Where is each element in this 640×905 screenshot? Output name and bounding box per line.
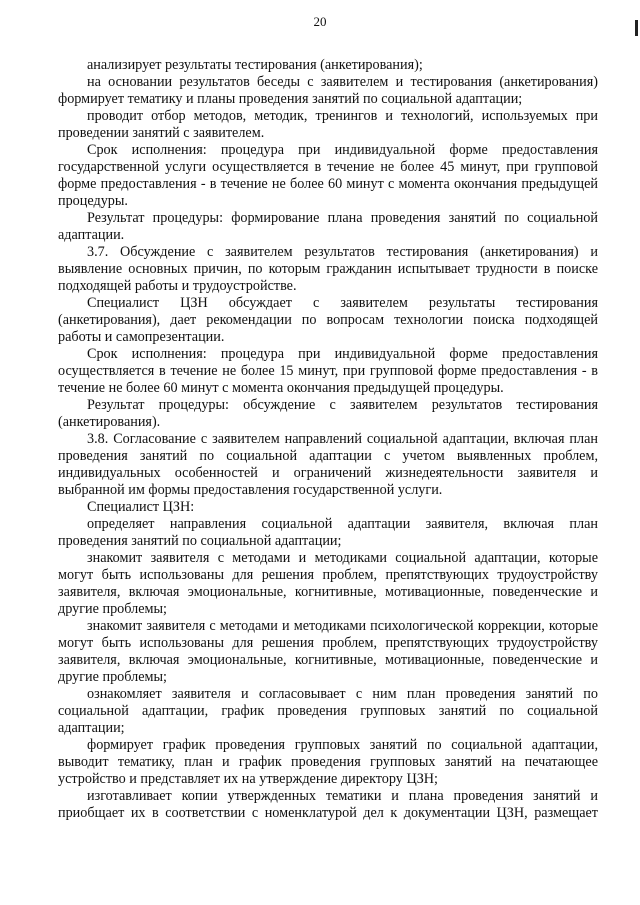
section-heading-paragraph: 3.8. Согласование с заявителем направлений социальной адаптации, включая план проведения занятий по социальной адаптации с учетом выявленных проблем, индивидуальных особенностей и ограничений жизнедеятельности заявителя и выбранной им формы предоставления государственной услуги. xyxy=(58,431,598,498)
document-body xyxy=(58,57,598,822)
paragraph: Специалист ЦЗН: xyxy=(87,499,195,515)
paragraph: Специалист ЦЗН обсуждает с заявителем результаты тестирования (анкетирования), дает рекомендации по вопросам технологии поиска подходящей работы и самопрезентации. xyxy=(58,295,598,345)
paragraph: анализирует результаты тестирования (анкетирования); xyxy=(87,57,423,73)
section-heading-paragraph: 3.7. Обсуждение с заявителем результатов тестирования (анкетирования) и выявление основных причин, по которым гражданин испытывает трудности в поиске подходящей работы и трудоустройстве. xyxy=(58,244,598,294)
paragraph: Результат процедуры: формирование плана проведения занятий по социальной адаптации. xyxy=(58,210,598,243)
list-item: знакомит заявителя с методами и методиками социальной адаптации, которые могут быть использованы для решения проблем, препятствующих трудоустройству заявителя, включая эмоциональные, когнитивные, мотивационные, поведенческие и другие проблемы; xyxy=(58,550,598,617)
paragraph: Срок исполнения: процедура при индивидуальной форме предоставления государственной услуги осуществляется в течение не более 45 минут, при групповой форме предоставления - в течение не более 60 минут с момента окончания предыдущей процедуры. xyxy=(58,142,598,209)
list-item: знакомит заявителя с методами и методиками психологической коррекции, которые могут быть использованы для решения проблем, препятствующих трудоустройству заявителя, включая эмоциональные, когнитивные, мотивационные, поведенческие и другие проблемы; xyxy=(58,618,598,685)
list-item: формирует график проведения групповых занятий по социальной адаптации, выводит тематику, план и график проведения групповых занятий на печатающее устройство и представляет их на утверждение директору ЦЗН; xyxy=(58,737,598,787)
paragraph: Срок исполнения: процедура при индивидуальной форме предоставления осуществляется в течение не более 15 минут, при групповой форме предоставления - в течение не более 60 минут с момента окончания предыдущей процедуры. xyxy=(58,346,598,396)
paragraph: на основании результатов беседы с заявителем и тестирования (анкетирования) формирует тематику и планы проведения занятий по социальной адаптации; xyxy=(58,74,598,107)
list-item: изготавливает копии утвержденных тематики и плана проведения занятий и приобщает их в соответствии с номенклатурой дел к документации ЦЗН, размещает xyxy=(58,788,598,821)
paragraph: проводит отбор методов, методик, тренингов и технологий, используемых при проведении занятий с заявителем. xyxy=(58,108,598,141)
paragraph: Результат процедуры: обсуждение с заявителем результатов тестирования (анкетирования). xyxy=(58,397,598,430)
list-item: ознакомляет заявителя и согласовывает с ним план проведения занятий по социальной адаптации, график проведения групповых занятий по социальной адаптации; xyxy=(58,686,598,736)
list-item: определяет направления социальной адаптации заявителя, включая план проведения занятий по социальной адаптации; xyxy=(58,516,598,549)
scan-edge-mark xyxy=(635,20,638,36)
page-number: 20 xyxy=(313,14,327,29)
